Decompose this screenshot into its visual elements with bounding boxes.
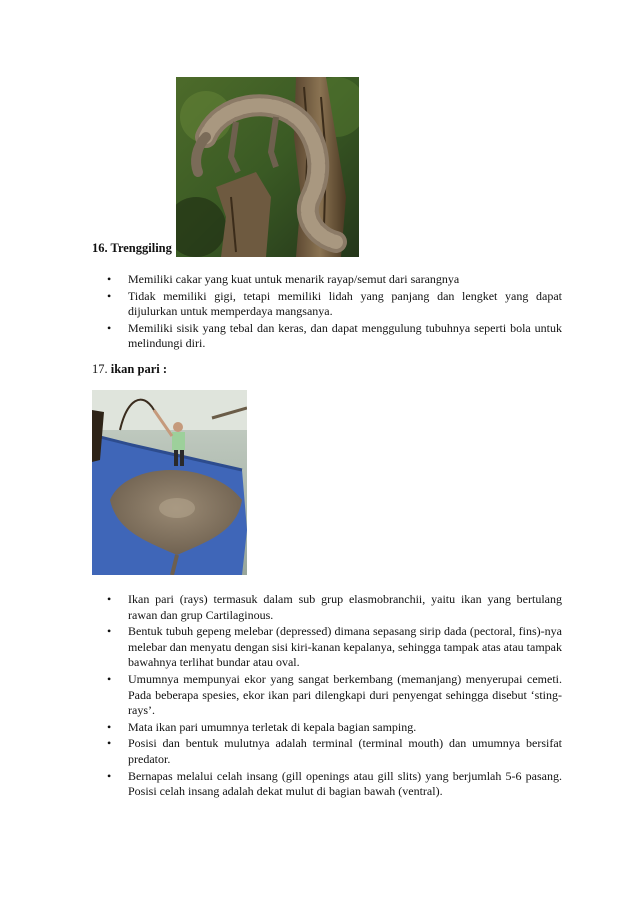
- stingray-photo: [92, 390, 247, 575]
- section-17-number: 17.: [92, 362, 108, 376]
- bullet-icon: •: [107, 320, 112, 335]
- bullet-icon: •: [107, 768, 112, 783]
- section-16-title: Trenggiling: [110, 241, 172, 255]
- bullet-icon: •: [107, 624, 112, 639]
- bullet-icon: •: [107, 592, 112, 606]
- bullet-icon: •: [107, 719, 112, 734]
- list-item: • Umumnya mempunyai ekor yang sangat berkembang (memanjang) menyerupai cemeti. Pada beberapa spesies, ekor ikan pari dilengkapi duri penyengat sehingga disebut ‘sting-rays’.: [107, 671, 562, 718]
- section-17-title: ikan pari :: [110, 362, 168, 376]
- list-item: • Bernapas melalui celah insang (gill openings atau gill slits) yang berjumlah 5-6 pasang. Posisi celah insang adalah dekat mulut di bagian bawah (ventral).: [107, 768, 562, 799]
- list-item: • Bentuk tubuh gepeng melebar (depressed) dimana sepasang sirip dada (pectoral, fins)-nya melebar dan menyatu dengan sisi kiri-kanan kepalanya, sehingga tampak atas atau tampak bawahnya terlihat bundar atau oval.: [107, 624, 562, 670]
- list-item: • Memiliki cakar yang kuat untuk menarik rayap/semut dari sarangnya: [107, 272, 460, 286]
- list-item: • Posisi dan bentuk mulutnya adalah terminal (terminal mouth) dan umumnya bersifat predator.: [107, 736, 562, 766]
- bullet-icon: •: [107, 671, 112, 686]
- section-17-bullet-list: [92, 592, 562, 801]
- section-16-bullet-list: [92, 272, 562, 353]
- section-16-number: 16.: [92, 241, 108, 255]
- bullet-icon: •: [107, 272, 112, 286]
- pangolin-photo: [176, 77, 359, 257]
- bullet-icon: •: [107, 288, 112, 303]
- bullet-icon: •: [107, 736, 112, 751]
- section-16-heading: [92, 241, 172, 256]
- list-item: • Memiliki sisik yang tebal dan keras, dan dapat menggulung tubuhnya seperti bola untuk melindungi diri.: [107, 320, 562, 351]
- list-item: • Ikan pari (rays) termasuk dalam sub grup elasmobranchii, yaitu ikan yang bertulang rawan dan grup Cartilaginous.: [107, 592, 562, 622]
- list-item: • Tidak memiliki gigi, tetapi memiliki lidah yang panjang dan lengket yang dapat dijulurkan untuk memperdaya mangsanya.: [107, 288, 562, 319]
- list-item: • Mata ikan pari umumnya terletak di kepala bagian samping.: [107, 719, 417, 734]
- section-17-heading: [92, 362, 167, 377]
